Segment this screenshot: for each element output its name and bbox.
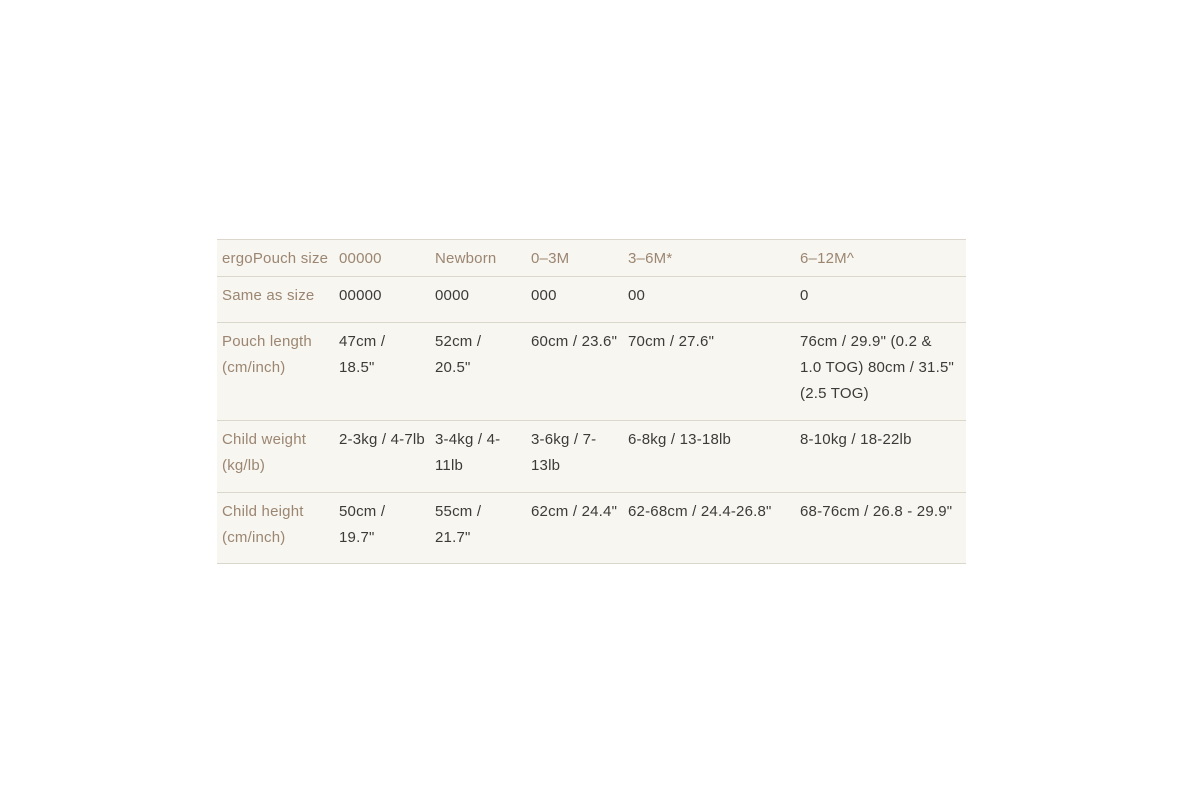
table-cell: 68-76cm / 26.8 - 29.9" [800,503,953,520]
row-label: Child weight (kg/lb) [222,431,307,474]
table-cell: 50cm / 19.7" [339,503,386,546]
table-cell: 3-4kg / 4-11lb [435,431,501,474]
table-cell: 8-10kg / 18-22lb [800,431,912,448]
table-row-pouch-length [217,322,966,420]
table-cell: 00 [628,287,646,304]
column-header-3-6m: 3–6M* [628,250,673,267]
row-label: Same as size [222,287,315,304]
table-cell: 0000 [435,287,470,304]
table-cell: 2-3kg / 4-7lb [339,431,425,448]
table-cell: 3-6kg / 7-13lb [531,431,597,474]
table-header-label: ergoPouch size [222,250,329,267]
table-row-same-as-size [217,276,966,322]
column-header-0-3m: 0–3M [531,250,570,267]
column-header-00000: 00000 [339,250,382,267]
column-header-6-12m: 6–12M^ [800,250,855,267]
table-cell: 52cm / 20.5" [435,333,482,376]
table-cell: 62cm / 24.4" [531,503,618,520]
table-cell: 0 [800,287,809,304]
table-cell: 60cm / 23.6" [531,333,618,350]
table-cell: 000 [531,287,557,304]
table-cell: 55cm / 21.7" [435,503,482,546]
column-header-newborn: Newborn [435,250,497,267]
table-cell: 70cm / 27.6" [628,333,715,350]
table-cell: 76cm / 29.9" (0.2 & 1.0 TOG) 80cm / 31.5" (2.5 TOG) [800,333,955,402]
table-cell: 00000 [339,287,382,304]
table-header-row [217,239,966,276]
row-label: Child height (cm/inch) [222,503,304,546]
row-label: Pouch length (cm/inch) [222,333,312,376]
table-cell: 62-68cm / 24.4-26.8" [628,503,772,520]
table-row-child-weight [217,420,966,492]
table-row-child-height [217,492,966,563]
table-cell: 6-8kg / 13-18lb [628,431,732,448]
table-cell: 47cm / 18.5" [339,333,386,376]
size-chart-table [217,239,966,564]
